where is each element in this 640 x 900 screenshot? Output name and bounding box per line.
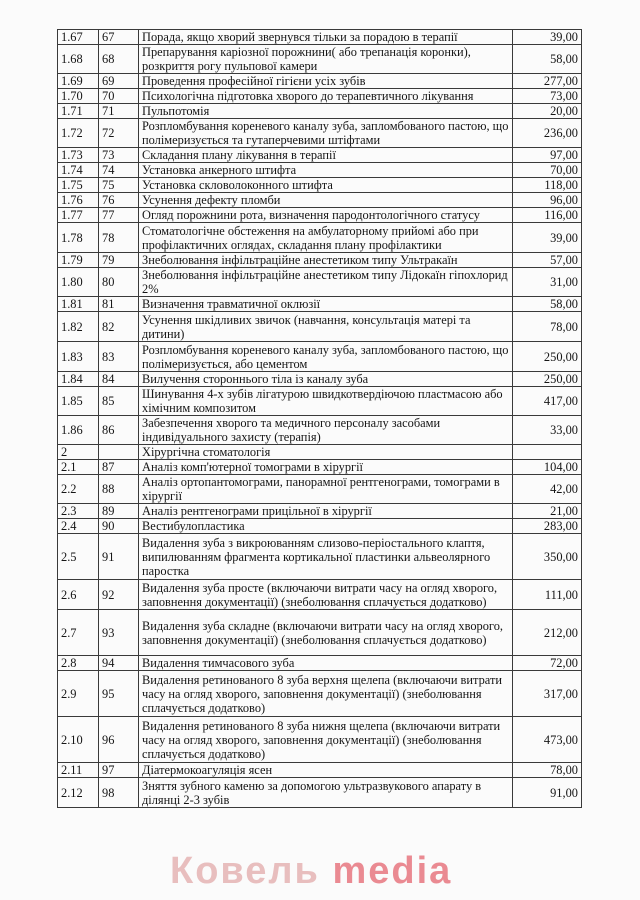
table-row (58, 178, 582, 193)
table-row (58, 193, 582, 208)
table-row (58, 342, 582, 372)
row-number-cell: 96 (99, 717, 139, 763)
service-code-cell: 2.6 (58, 580, 99, 610)
price-list-table (57, 29, 582, 808)
price-cell: 57,00 (513, 253, 582, 268)
service-code-cell: 2.8 (58, 656, 99, 671)
row-number-cell: 71 (99, 104, 139, 119)
service-name-cell: Огляд порожнини рота, визначення пародонтологічного статусу (139, 208, 513, 223)
service-name-cell: Забезпечення хворого та медичного персоналу засобами індивідуального захисту (терапія) (139, 416, 513, 445)
price-cell: 317,00 (513, 671, 582, 717)
price-cell: 39,00 (513, 223, 582, 253)
table-row (58, 656, 582, 671)
service-name-cell: Зняття зубного каменю за допомогою ультразвукового апарату в ділянці 2-3 зубів (139, 778, 513, 808)
table-row (58, 372, 582, 387)
row-number-cell: 68 (99, 45, 139, 74)
price-cell: 417,00 (513, 387, 582, 416)
table-row (58, 460, 582, 475)
price-cell: 31,00 (513, 268, 582, 297)
service-name-cell: Діатермокоагуляція ясен (139, 763, 513, 778)
row-number-cell: 92 (99, 580, 139, 610)
price-cell: 42,00 (513, 475, 582, 504)
table-row (58, 580, 582, 610)
row-number-cell: 73 (99, 148, 139, 163)
row-number-cell: 69 (99, 74, 139, 89)
service-code-cell: 1.74 (58, 163, 99, 178)
service-name-cell: Шинування 4-х зубів лігатурою швидкотвердіючою пластмасою або хімічним композитом (139, 387, 513, 416)
table-row (58, 519, 582, 534)
price-cell: 104,00 (513, 460, 582, 475)
service-name-cell: Вилучення стороннього тіла із каналу зуба (139, 372, 513, 387)
table-row (58, 387, 582, 416)
row-number-cell: 72 (99, 119, 139, 148)
table-row (58, 504, 582, 519)
row-number-cell: 67 (99, 30, 139, 45)
row-number-cell: 93 (99, 610, 139, 656)
service-name-cell: Видалення ретинованого 8 зуба нижня щелепа (включаючи витрати часу на огляд хворого, заповнення документації) (знеболювання сплачується додатково) (139, 717, 513, 763)
row-number-cell: 74 (99, 163, 139, 178)
service-name-cell: Хірургічна стоматологія (139, 445, 513, 460)
service-name-cell: Усунення дефекту пломби (139, 193, 513, 208)
row-number-cell: 89 (99, 504, 139, 519)
service-code-cell: 2.11 (58, 763, 99, 778)
service-code-cell: 1.70 (58, 89, 99, 104)
price-cell: 33,00 (513, 416, 582, 445)
service-name-cell: Видалення ретинованого 8 зуба верхня щелепа (включаючи витрати часу на огляд хворого, заповнення документації) (знеболювання сплачується додатково) (139, 671, 513, 717)
price-cell: 72,00 (513, 656, 582, 671)
row-number-cell: 70 (99, 89, 139, 104)
price-cell: 58,00 (513, 297, 582, 312)
table-row (58, 119, 582, 148)
service-code-cell: 1.84 (58, 372, 99, 387)
watermark-text-media: media (332, 850, 453, 892)
row-number-cell: 85 (99, 387, 139, 416)
table-row (58, 30, 582, 45)
table-row (58, 671, 582, 717)
row-number-cell: 87 (99, 460, 139, 475)
row-number-cell: 76 (99, 193, 139, 208)
table-row (58, 163, 582, 178)
service-code-cell: 1.73 (58, 148, 99, 163)
service-name-cell: Аналіз рентгенограми прицільної в хірургії (139, 504, 513, 519)
service-name-cell: Знеболювання інфільтраційне анестетиком типу Ультракаїн (139, 253, 513, 268)
service-code-cell: 1.82 (58, 312, 99, 342)
service-code-cell: 1.67 (58, 30, 99, 45)
price-cell (513, 445, 582, 460)
service-name-cell: Знеболювання інфільтраційне анестетиком типу Лідокаїн гіпохлорид 2% (139, 268, 513, 297)
price-cell: 212,00 (513, 610, 582, 656)
table-row (58, 253, 582, 268)
price-cell: 283,00 (513, 519, 582, 534)
price-cell: 21,00 (513, 504, 582, 519)
service-name-cell: Розпломбування кореневого каналу зуба, запломбованого пастою, що полімеризується та гутаперчевими штіфтами (139, 119, 513, 148)
service-name-cell: Вестибулопластика (139, 519, 513, 534)
table-row (58, 763, 582, 778)
table-row (58, 223, 582, 253)
table-row (58, 534, 582, 580)
table-row (58, 778, 582, 808)
table-row (58, 475, 582, 504)
table-row (58, 610, 582, 656)
row-number-cell: 90 (99, 519, 139, 534)
service-code-cell: 2.10 (58, 717, 99, 763)
price-cell: 250,00 (513, 342, 582, 372)
price-cell: 78,00 (513, 312, 582, 342)
price-cell: 250,00 (513, 372, 582, 387)
service-name-cell: Розпломбування кореневого каналу зуба, запломбованого пастою, що полімеризується, або цементом (139, 342, 513, 372)
table-row (58, 104, 582, 119)
watermark-text-kovel: Ковель (170, 850, 333, 892)
service-name-cell: Психологічна підготовка хворого до терапевтичного лікування (139, 89, 513, 104)
row-number-cell: 75 (99, 178, 139, 193)
row-number-cell: 79 (99, 253, 139, 268)
service-name-cell: Визначення травматичної оклюзії (139, 297, 513, 312)
row-number-cell: 98 (99, 778, 139, 808)
service-name-cell: Проведення професійної гігієни усіх зубів (139, 74, 513, 89)
row-number-cell (99, 445, 139, 460)
price-cell: 39,00 (513, 30, 582, 45)
table-row (58, 297, 582, 312)
table-row (58, 148, 582, 163)
row-number-cell: 82 (99, 312, 139, 342)
service-name-cell: Аналіз ортопантомограми, панорамної рентгенограми, томограми в хірургії (139, 475, 513, 504)
row-number-cell: 84 (99, 372, 139, 387)
table-row (58, 89, 582, 104)
service-name-cell: Стоматологічне обстеження на амбулаторному прийомі або при профілактичних оглядах, складання плану профілактики (139, 223, 513, 253)
row-number-cell: 86 (99, 416, 139, 445)
price-cell: 70,00 (513, 163, 582, 178)
service-code-cell: 2.12 (58, 778, 99, 808)
service-code-cell: 1.71 (58, 104, 99, 119)
price-cell: 116,00 (513, 208, 582, 223)
service-code-cell: 1.80 (58, 268, 99, 297)
table-row (58, 208, 582, 223)
watermark-logo (170, 850, 452, 893)
service-code-cell: 2.4 (58, 519, 99, 534)
price-cell: 473,00 (513, 717, 582, 763)
price-cell: 350,00 (513, 534, 582, 580)
row-number-cell: 83 (99, 342, 139, 372)
row-number-cell: 97 (99, 763, 139, 778)
row-number-cell: 80 (99, 268, 139, 297)
table-row (58, 717, 582, 763)
service-code-cell: 2.3 (58, 504, 99, 519)
price-list-body (58, 30, 582, 808)
price-cell: 236,00 (513, 119, 582, 148)
price-cell: 58,00 (513, 45, 582, 74)
row-number-cell: 94 (99, 656, 139, 671)
service-name-cell: Видалення зуба складне (включаючи витрати часу на огляд хворого, заповнення документації) (знеболювання сплачується додатково) (139, 610, 513, 656)
service-name-cell: Складання плану лікування в терапії (139, 148, 513, 163)
service-code-cell: 2.5 (58, 534, 99, 580)
price-cell: 96,00 (513, 193, 582, 208)
price-cell: 111,00 (513, 580, 582, 610)
row-number-cell: 78 (99, 223, 139, 253)
row-number-cell: 95 (99, 671, 139, 717)
service-code-cell: 1.77 (58, 208, 99, 223)
price-cell: 277,00 (513, 74, 582, 89)
service-code-cell: 2.2 (58, 475, 99, 504)
table-row (58, 312, 582, 342)
table-row (58, 74, 582, 89)
table-row (58, 268, 582, 297)
service-code-cell: 1.75 (58, 178, 99, 193)
service-name-cell: Препарування каріозної порожнини( або трепанація коронки), розкриття рогу пульпової камери (139, 45, 513, 74)
service-name-cell: Порада, якщо хворий звернувся тільки за порадою в терапії (139, 30, 513, 45)
service-code-cell: 2.9 (58, 671, 99, 717)
price-cell: 97,00 (513, 148, 582, 163)
service-name-cell: Видалення зуба з викроюванням слизово-періостального клаптя, випилюванням фрагмента кортикальної пластинки альвеолярного паростка (139, 534, 513, 580)
price-cell: 20,00 (513, 104, 582, 119)
service-name-cell: Установка скловолоконного штифта (139, 178, 513, 193)
service-code-cell: 1.79 (58, 253, 99, 268)
service-name-cell: Установка анкерного штифта (139, 163, 513, 178)
service-code-cell: 1.81 (58, 297, 99, 312)
service-code-cell: 2.1 (58, 460, 99, 475)
row-number-cell: 77 (99, 208, 139, 223)
service-code-cell: 1.85 (58, 387, 99, 416)
service-code-cell: 2 (58, 445, 99, 460)
service-code-cell: 1.68 (58, 45, 99, 74)
row-number-cell: 81 (99, 297, 139, 312)
price-cell: 118,00 (513, 178, 582, 193)
table-row (58, 45, 582, 74)
service-name-cell: Аналіз комп'ютерної томограми в хірургії (139, 460, 513, 475)
table-row (58, 445, 582, 460)
service-code-cell: 1.69 (58, 74, 99, 89)
service-name-cell: Пульпотомія (139, 104, 513, 119)
service-code-cell: 1.86 (58, 416, 99, 445)
service-name-cell: Видалення зуба просте (включаючи витрати часу на огляд хворого, заповнення документації) (знеболювання сплачується додатково) (139, 580, 513, 610)
service-code-cell: 1.72 (58, 119, 99, 148)
table-row (58, 416, 582, 445)
price-cell: 78,00 (513, 763, 582, 778)
row-number-cell: 88 (99, 475, 139, 504)
service-code-cell: 1.78 (58, 223, 99, 253)
service-name-cell: Видалення тимчасового зуба (139, 656, 513, 671)
service-code-cell: 2.7 (58, 610, 99, 656)
row-number-cell: 91 (99, 534, 139, 580)
service-code-cell: 1.83 (58, 342, 99, 372)
price-cell: 91,00 (513, 778, 582, 808)
price-cell: 73,00 (513, 89, 582, 104)
service-code-cell: 1.76 (58, 193, 99, 208)
service-name-cell: Усунення шкідливих звичок (навчання, консультація матері та дитини) (139, 312, 513, 342)
